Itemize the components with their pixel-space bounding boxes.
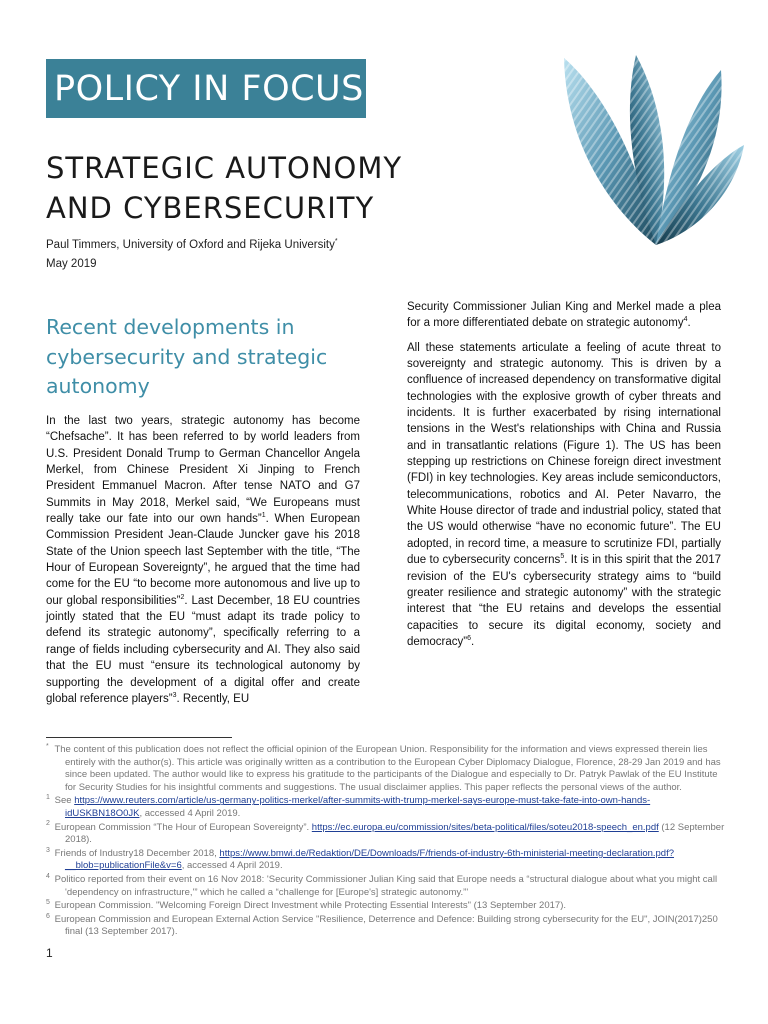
footnote-item: 2 European Commission “The Hour of European Sovereignty”. https://ec.europa.eu/commission/sites/beta-political/files/soteu2018-speech_en.pdf (12 September 2018).	[46, 820, 725, 846]
footnote-text: , accessed 4 April 2019.	[139, 807, 241, 819]
footnote-text: , accessed 4 April 2019.	[181, 860, 283, 872]
body-column-left	[46, 413, 360, 707]
leaf-petals	[564, 55, 744, 245]
footnote-item: 1 See https://www.reuters.com/article/us-germany-politics-merkel/after-summits-with-trump-merkel-says-europe-must-take-fate-into-own-hands-idUSKBN18O0JK, accessed 4 April 2019.	[46, 794, 651, 819]
author-line	[46, 236, 366, 255]
footnote-ref[interactable]: 6	[467, 635, 471, 643]
author-block	[46, 236, 366, 274]
footnote-item: 6 European Commission and European External Action Service "Resilience, Deterrence and Defence: Building strong cybersecurity for the EU", JOIN(2017)250 final (13 September 2017).	[46, 912, 718, 938]
footnote-text: European Commission and European External Action Service "Resilience, Deterrence and Defence: Building strong cybersecurity for the EU", JOIN(2017)250 final (13 September 2017).	[54, 913, 718, 938]
footnote-text: (12 September 2018).	[65, 821, 725, 846]
series-banner-text: POLICY IN FOCUS	[54, 68, 364, 109]
footnote-link[interactable]: https://www.reuters.com/article/us-germany-politics-merkel/after-summits-with-trump-merkel-says-europe-must-take-fate-into-own-hands-idUSKBN18O0JK	[65, 795, 651, 819]
body-text: In the last two years, strategic autonomy has become “Chefsache”. It has been referred to by world leaders from U.S. President Donald Trump to German Chancellor Angela Merkel, from Chinese President Xi Jinping to French President Emmanuel Macron. After tense NATO and G7 Summits in May 2018, Merkel said, “We Europeans must really take our fate into our own hands”	[46, 415, 360, 526]
body-text: .	[470, 635, 475, 648]
section-heading	[46, 313, 346, 402]
footnote-text: Friends of Industry18 December 2018,	[54, 847, 220, 859]
leaf-logo	[556, 50, 746, 250]
body-text: . Last December, 18 EU countries jointly stated that the EU “must adapt its trade policy to defend its strategic autonomy”, specifically referring to a range of fields including cybersecurity and AI. They also said that the EU must “ensure its technological autonomy by supporting the development of a digital offer and create global reference players”	[46, 594, 360, 705]
footnote-text: See	[54, 795, 75, 807]
footnotes	[46, 744, 726, 939]
document-title	[46, 148, 446, 228]
footnote-link[interactable]: https://ec.europa.eu/commission/sites/beta-political/files/soteu2018-speech_en.pdf	[311, 821, 659, 833]
footnote-divider	[46, 737, 232, 738]
series-banner	[46, 59, 366, 118]
footnote-text: The content of this publication does not reflect the official opinion of the European Union. Responsibility for the information and views expressed therein lies entirely with the author(s). This article was originally written as a contribution to the European Cyber Diplomacy Dialogue, Florence, 28-29 Jan 2019 and has since been updated. The author would like to express his gratitude to the participants of the Dialogue and especially to Dr. Patryk Pawlak of the EU Institute for Security Studies for his insightful comments and suggestions. The usual disclaimer applies. This paper reflects the personal views of the author.	[54, 744, 721, 793]
footnote-link[interactable]: https://www.bmwi.de/Redaktion/DE/Downloads/F/friends-of-industry-6th-ministerial-meeting-declaration.pdf?__blob=publicationFile&v=6	[65, 847, 675, 872]
body-text: . When European Commission President Jean-Claude Juncker gave his 2018 State of the Union speech last September with the title, “The Hour of European Sovereignty”, he argued that the time had come for the EU “to become more autonomous and live up to our global responsibilities”	[46, 513, 360, 607]
footnote-ref[interactable]: 1	[261, 512, 266, 520]
body-paragraph	[407, 299, 721, 332]
footnote-text: Politico reported from their event on 16 Nov 2018: 'Security Commissioner Julian King said that Europe needs a “structural dialogue about what you might call 'dependency on infrastructure,'” which he called a “challenge for [Europe's] strategic autonomy.”'	[54, 873, 718, 898]
footnote-ref[interactable]: 5	[560, 553, 565, 561]
section-heading-line-1: Recent developments in	[46, 315, 295, 339]
author-footnote-marker: *	[334, 238, 338, 246]
footnote-item: 5 European Commission. "Welcoming Foreign Direct Investment while Protecting Essential Interests" (13 September 2017).	[46, 898, 566, 912]
title-line-1: STRATEGIC AUTONOMY	[46, 151, 403, 185]
body-text: . It is in this spirit that the 2017 revision of the EU's cybersecurity strategy aims to “build greater resilience and strategic autonomy” with the strategic interest that “the EU retains and develops the essential capacities to secure its digital economy, society and democracy”	[407, 554, 721, 648]
body-column-right	[407, 299, 721, 650]
title-line-2: AND CYBERSECURITY	[46, 191, 375, 225]
page-number: 1	[46, 946, 53, 960]
footnote-item: * The content of this publication does not reflect the official opinion of the European Union. Responsibility for the information and views expressed therein lies entirely with the author(s). This article was originally written as a contribution to the European Cyber Diplomacy Dialogue, Florence, 28-29 Jan 2019 and has since been updated. The author would like to express his gratitude to the participants of the Dialogue and especially to Dr. Patryk Pawlak of the EU Institute for Security Studies for his insightful comments and suggestions. The usual disclaimer applies. This paper reflects the personal views of the author.	[46, 742, 721, 793]
section-heading-line-3: autonomy	[46, 374, 150, 398]
footnote-ref[interactable]: 4	[683, 316, 688, 324]
body-paragraph	[46, 413, 360, 707]
publication-date: May 2019	[46, 258, 97, 270]
body-text: . Recently, EU	[176, 692, 250, 705]
footnote-ref[interactable]: 3	[172, 692, 177, 700]
section-heading-line-2: cybersecurity and strategic	[46, 344, 328, 369]
body-text: All these statements articulate a feeling of acute threat to sovereignty and strategic autonomy. This is driven by a confluence of increased dependency on transformative digital technologies with the explosive growth of cyber threats and incidents. It is further exacerbated by rising international tensions in the West's relationships with China and Russia and in transatlantic relations (Figure 1). The US has been stepping up restrictions on Chinese foreign direct investment (FDI) in key technologies. Key areas include semiconductors, telecommunications, robotics and AI. Peter Navarro, the White House director of trade and industrial policy, stated that the US would otherwise “have no economic future”. The EU adopted, in record time, a measure to scrutinize FDI, partially due to cybersecurity concerns	[407, 341, 721, 567]
footnote-item: 4 Politico reported from their event on 16 Nov 2018: 'Security Commissioner Julian King said that Europe needs a “structural dialogue about what you might call 'dependency on infrastructure,'” which he called a “challenge for [Europe's] strategic autonomy.”'	[46, 872, 718, 898]
footnote-item: 3 Friends of Industry18 December 2018, https://www.bmwi.de/Redaktion/DE/Downloads/F/friends-of-industry-6th-ministerial-meeting-declaration.pdf?__blob=publicationFile&v=6, accessed 4 April 2019.	[46, 846, 675, 872]
body-text: .	[687, 317, 691, 330]
footnote-ref[interactable]: 2	[180, 593, 185, 601]
author-name: Paul Timmers, University of Oxford and Rijeka University	[46, 239, 335, 251]
footnote-text: European Commission “The Hour of European Sovereignty”.	[54, 821, 312, 833]
body-paragraph	[407, 340, 721, 651]
footnote-text: European Commission. "Welcoming Foreign Direct Investment while Protecting Essential Interests" (13 September 2017).	[54, 900, 566, 912]
body-text: Security Commissioner Julian King and Merkel made a plea for a more differentiated debate on strategic autonomy	[407, 301, 721, 330]
